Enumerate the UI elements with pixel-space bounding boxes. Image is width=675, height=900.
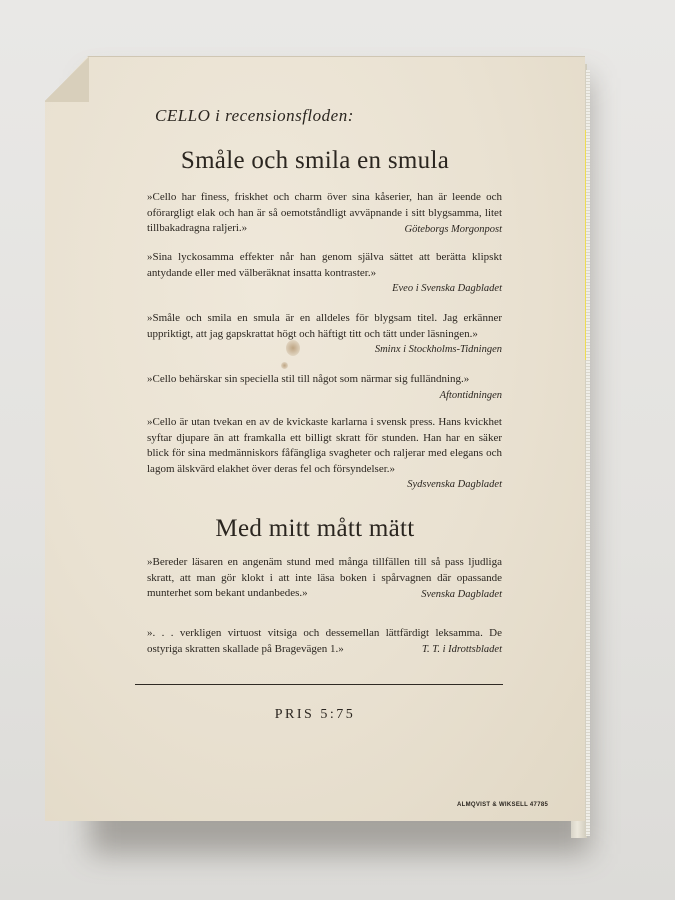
quote-source: Göteborgs Morgonpost [404,223,502,235]
quote-source: T. T. i Idrottsbladet [421,644,502,655]
quote-text: »Cello behärskar sin speciella stil till något som närmar sig fulländning.» [147,373,470,385]
review-quote [147,415,502,493]
price-label: PRIS 5:75 [274,707,356,722]
quote-text: ». . . verkligen virtuost vitsiga och dessemellan lättfärdigt leksamma. De ostyriga skratten skallade på Bragevägen 1.» [147,627,502,655]
divider-rule [135,684,503,685]
quote-text: »Cello är utan tvekan en av de kvickaste karlarna i svensk press. Hans kvickhet syftar djupare än att framkalla ett billigt skratt för stunden. Han har en säker blick för sina medmänniskors fåfängliga svagheter och raljerar med elegans och lagom älskvärd elakhet över deras fel och försyndelser.» [147,416,502,475]
quote-text: »Bereder läsaren en angenäm stund med många tillfällen till så pass ljudliga skratt, att man gör klokt i att inte läsa boken i spårvagnen där opassande munterhet som bekant undanbedes.» [147,556,502,599]
quote-text: »Småle och smila en smula är en alldeles för blygsam titel. Jag erkänner uppriktigt, att jag gapskrattat högt och häftigt titt och tätt under läsningen.» [147,312,502,340]
review-quote [147,626,502,658]
quote-text: »Sina lyckosamma effekter når han genom själva sättet att berätta klipskt antydande eller med välberäknat insatta kontraster.» [147,251,502,279]
review-quote [147,555,502,602]
section-title-med-mitt: Med mitt mått mätt [215,515,415,542]
section-title-smale: Småle och smila en smula [180,147,450,174]
quote-source: Sminx i Stockholms-Tidningen [374,344,502,355]
review-quote [147,250,502,297]
review-quote [147,372,502,403]
quote-source: Eveo i Svenska Dagbladet [392,283,502,294]
review-quote [147,311,502,358]
intro-heading: CELLO i recensionsfloden: [155,106,354,125]
quote-source: Svenska Dagbladet [421,588,502,600]
quote-text: »Cello har finess, friskhet och charm över sina kåserier, han är leende och oförargligt elak och han är så oemotståndligt avväpnande i sitt blygsamma, litet tillbakadragna raljeri.» [147,191,502,234]
review-quote [147,190,502,237]
quote-source: Sydsvenska Dagbladet [407,479,502,490]
printer-imprint: ALMQVIST & WIKSELL 47785 [457,802,549,808]
quote-source: Aftontidningen [439,389,502,401]
